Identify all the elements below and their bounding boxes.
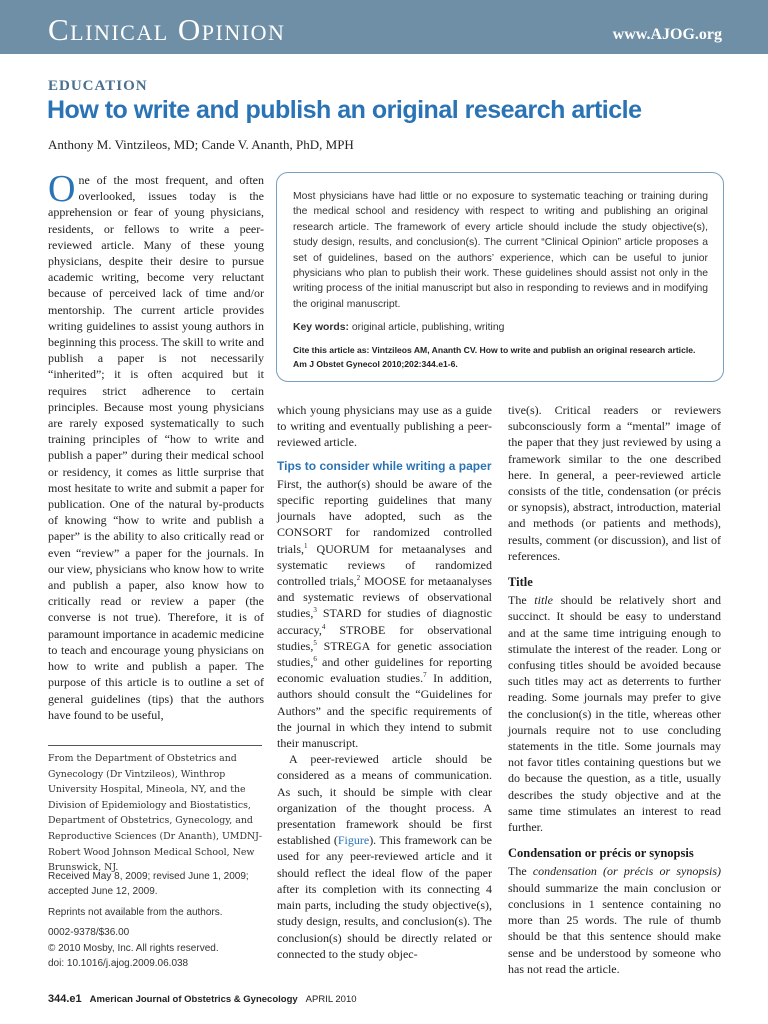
reference-3[interactable]: 3	[313, 606, 317, 615]
journal-name: American Journal of Obstetrics & Gynecology	[89, 994, 298, 1005]
body-column-3	[508, 402, 721, 977]
title-heading: Title	[508, 575, 533, 590]
reference-1[interactable]: 1	[304, 541, 308, 550]
paragraph-condensation: The condensation (or précis or synopsis) should summarize the main conclusion or conclusions in 1 sentence containing no more than 25 words. The rule of thumb should be that this sentence should make sense and be understood by someone who has not read the article.	[508, 864, 721, 976]
reprints-note: Reprints not available from the authors.	[48, 906, 223, 918]
paragraph-title: The title should be relatively short and succinct. It should be easy to understand and at the same time intriguing enough to stimulate the interest of the reader. Long or confusing titles should be avoided because such titles may act as deterrents to further reading. Some journals may prefer to give the conclusion(s) in the title, whereas other journals require not to use concluding statements in the title. Some journals may not favor titles containing questions but we do because the question, as a title, usually describes the study objective and at the same time stimulates an interest to read further.	[508, 593, 722, 835]
footnote-divider	[48, 745, 262, 746]
copyright: © 2010 Mosby, Inc. All rights reserved.	[48, 942, 219, 954]
author-list: Anthony M. Vintzileos, MD; Cande V. Ananth, PhD, MPH	[48, 137, 354, 152]
affiliation-footnote: From the Department of Obstetrics and Gynecology (Dr Vintzileos), Winthrop University Hospital, Mineola, NY, and the Division of Epidemiology and Biostatistics, Department of Obstetrics, Gynecology, and Reproductive Sciences (Dr Ananth), UMDNJ-Robert Wood Johnson Medical School, New Brunswick, NJ.	[48, 753, 263, 874]
reference-5[interactable]: 5	[313, 638, 317, 647]
intro-column	[48, 168, 264, 723]
section-label: EDUCATION	[48, 78, 148, 94]
paragraph-framework: A peer-reviewed article should be considered as a means of communication. As such, it should be simple with clear organization of the thought process. A presentation framework should be first established (Figure). This framework can be used for any peer-reviewed article and it should reflect the ideal flow of the paper after its completion with its connecting 4 main parts, including the study objective(s), study design, results, and conclusion(s). The conclusion(s) should be directly related or connected to the study objec-	[277, 752, 492, 961]
reference-6[interactable]: 6	[313, 655, 317, 664]
figure-link[interactable]: Figure	[337, 833, 370, 848]
condensation-heading: Condensation or précis or synopsis	[508, 846, 694, 861]
citation: Cite this article as: Vintzileos AM, Ananth CV. How to write and publish an original research article. Am J Obstet Gynecol 2010;202:344.e1-6.	[293, 345, 696, 369]
page-footer	[48, 993, 357, 1005]
keywords-label: Key words:	[293, 322, 350, 334]
issue-date: APRIL 2010	[305, 994, 357, 1005]
drop-cap: O	[48, 168, 76, 210]
journal-banner	[0, 0, 768, 54]
received-dates: Received May 8, 2009; revised June 1, 2009;	[48, 871, 249, 882]
section-banner-title: Clinical Opinion	[48, 12, 286, 47]
accepted-date: accepted June 12, 2009.	[48, 886, 158, 898]
paragraph: tive(s). Critical readers or reviewers subconsciously form a “mental” image of the paper that they just reviewed by using a framework similar to the one described here. In general, a peer-reviewed article consists of the title, condensation (or précis or synopsis), abstract, introduction, material and methods (or patients and methods), results, comment (or discussion), and list of references.	[508, 403, 721, 563]
body-column-2	[277, 402, 492, 962]
article-metadata	[48, 869, 264, 971]
paragraph: which young physicians may use as a guide to writing and eventually publishing a peer-reviewed article.	[277, 403, 492, 450]
article-title: How to write and publish an original research article	[47, 96, 642, 124]
keywords	[293, 321, 708, 335]
keywords-list: original article, publishing, writing	[351, 322, 505, 334]
intro-text: ne of the most frequent, and often overlooked, issues today is the apprehension or fear of young physicians, residents, or fellows to write a peer-reviewed article. Many of these young physicians, despite their desire to pursue academic writing, become very reluctant because of perceived lack of time and/or mentorship. The current article provides writing guidelines to assist young authors in beginning this process. The skill to write and publish a paper is not necessarily “inherited”; it is often acquired but it requires strict adherence to certain principles. Because most young physicians are rarely exposed systematically to such training principles of “how to write and publish a paper” during their medical school or residency, it comes as little surprise that most hesitate to write and submit a paper for publication. One of the natural by-products of knowing “how to write and publish a paper” is the ability to also critically read or even “review” a paper for the journals. In our view, physicians who know how to write and publish a paper, also know how to critically read or review a paper (the converse is not true). Therefore, it is of paramount importance in academic medicine to teach and encourage young physicians on how to write and publish a paper. The purpose of this article is to outline a set of general guidelines (tips) that the authors have found to be useful,	[48, 173, 264, 722]
reference-7[interactable]: 7	[423, 671, 427, 680]
tips-heading: Tips to consider while writing a paper	[277, 458, 492, 473]
paragraph-guidelines: First, the author(s) should be aware of the specific reporting guidelines that many journals have adopted, such as the CONSORT for randomized controlled trials,$^1$ QUORUM for metaanalyses and systematic reviews of randomized controlled trials,$^2$ MOOSE for metaanalyses and systematic reviews of observational studies,$^3$ STARD for studies of diagnostic accuracy,$^4$ STROBE for observational studies,$^5$ STREGA for genetic association studies,$^6$ and other guidelines for reporting economic evaluation studies.$^7$ In addition, authors should consult the “Guidelines for Authors” and the specific requirements of the journal in which they intend to submit their manuscript.	[277, 476, 492, 751]
journal-url[interactable]: www.AJOG.org	[612, 26, 722, 43]
reference-2[interactable]: 2	[356, 574, 361, 583]
issn-price: 0002-9378/$36.00	[48, 927, 130, 939]
doi[interactable]: doi: 10.1016/j.ajog.2009.06.038	[48, 958, 189, 970]
abstract-box	[276, 172, 724, 382]
abstract-text: Most physicians have had little or no exposure to systematic teaching or training during the medical school and residency with respect to writing and publishing an original research article. The framework of every article should include the study objective(s), study design, results, and conclusion(s). The current “Clinical Opinion” article proposes a set of guidelines, based on the authors’ experience, which can be useful to junior physicians who plan to publish their work. These guidelines should assist not only in the writing process of the initial manuscript but also in responding to reviews and in modifying the original manuscript.	[293, 191, 708, 310]
page-number: 344.e1	[48, 993, 82, 1005]
reference-4[interactable]: 4	[321, 622, 326, 631]
